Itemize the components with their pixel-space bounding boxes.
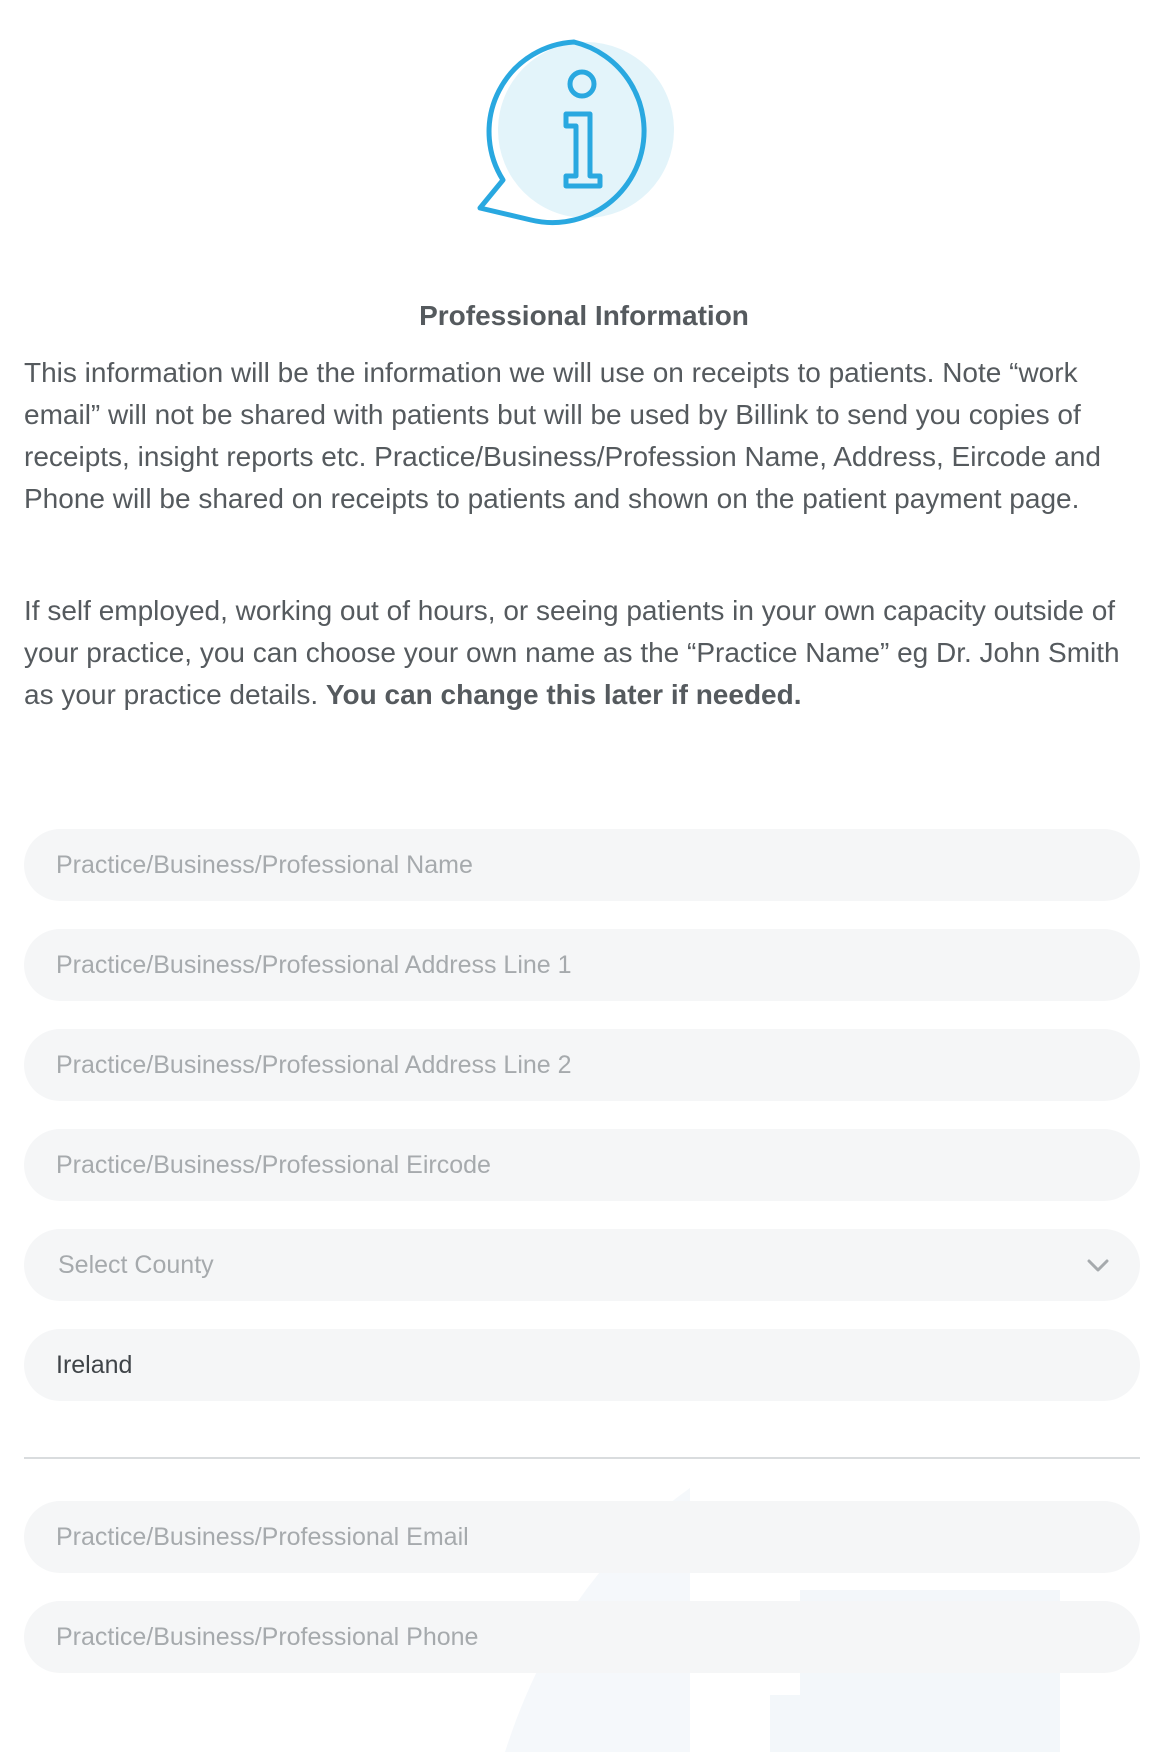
phone-field[interactable] bbox=[24, 1601, 1140, 1673]
self-employed-note bbox=[24, 590, 1144, 716]
chevron-down-icon[interactable] bbox=[1084, 1251, 1112, 1279]
county-select-value[interactable]: Select County bbox=[58, 1251, 214, 1279]
address-line-2-input[interactable] bbox=[24, 1029, 1140, 1101]
email-field[interactable] bbox=[24, 1501, 1140, 1573]
eircode-input[interactable] bbox=[24, 1129, 1140, 1201]
practice-name-field[interactable] bbox=[24, 829, 1140, 901]
practice-name-input[interactable] bbox=[24, 829, 1140, 901]
page-title: Professional Information bbox=[419, 300, 749, 331]
address-line-1-field[interactable] bbox=[24, 929, 1140, 1001]
change-later-note: You can change this later if needed. bbox=[325, 679, 802, 710]
phone-input[interactable] bbox=[24, 1601, 1140, 1673]
county-select[interactable] bbox=[24, 1229, 1140, 1301]
intro-paragraph: This information will be the information we will use on receipts to patients. Note “work email” will not be shared with patients but will be used by Billink to send you copies of receipts, insight reports etc. Practice/Business/Profession Name, Address, Eircode and Phone will be shared on receipts to patients and shown on the patient payment page. bbox=[24, 357, 1101, 514]
section-divider bbox=[24, 1457, 1140, 1459]
country-field[interactable] bbox=[24, 1329, 1140, 1401]
address-line-1-input[interactable] bbox=[24, 929, 1140, 1001]
info-chat-bubble-icon bbox=[474, 36, 694, 236]
email-input[interactable] bbox=[24, 1501, 1140, 1573]
self-employed-note-text: If self employed, working out of hours, or seeing patients in your own capacity outside of your practice, you can choose your own name as the “Practice Name” eg Dr. John Smith as your practice details. bbox=[24, 595, 1120, 710]
country-input[interactable] bbox=[24, 1329, 1140, 1401]
eircode-field[interactable] bbox=[24, 1129, 1140, 1201]
address-line-2-field[interactable] bbox=[24, 1029, 1140, 1101]
